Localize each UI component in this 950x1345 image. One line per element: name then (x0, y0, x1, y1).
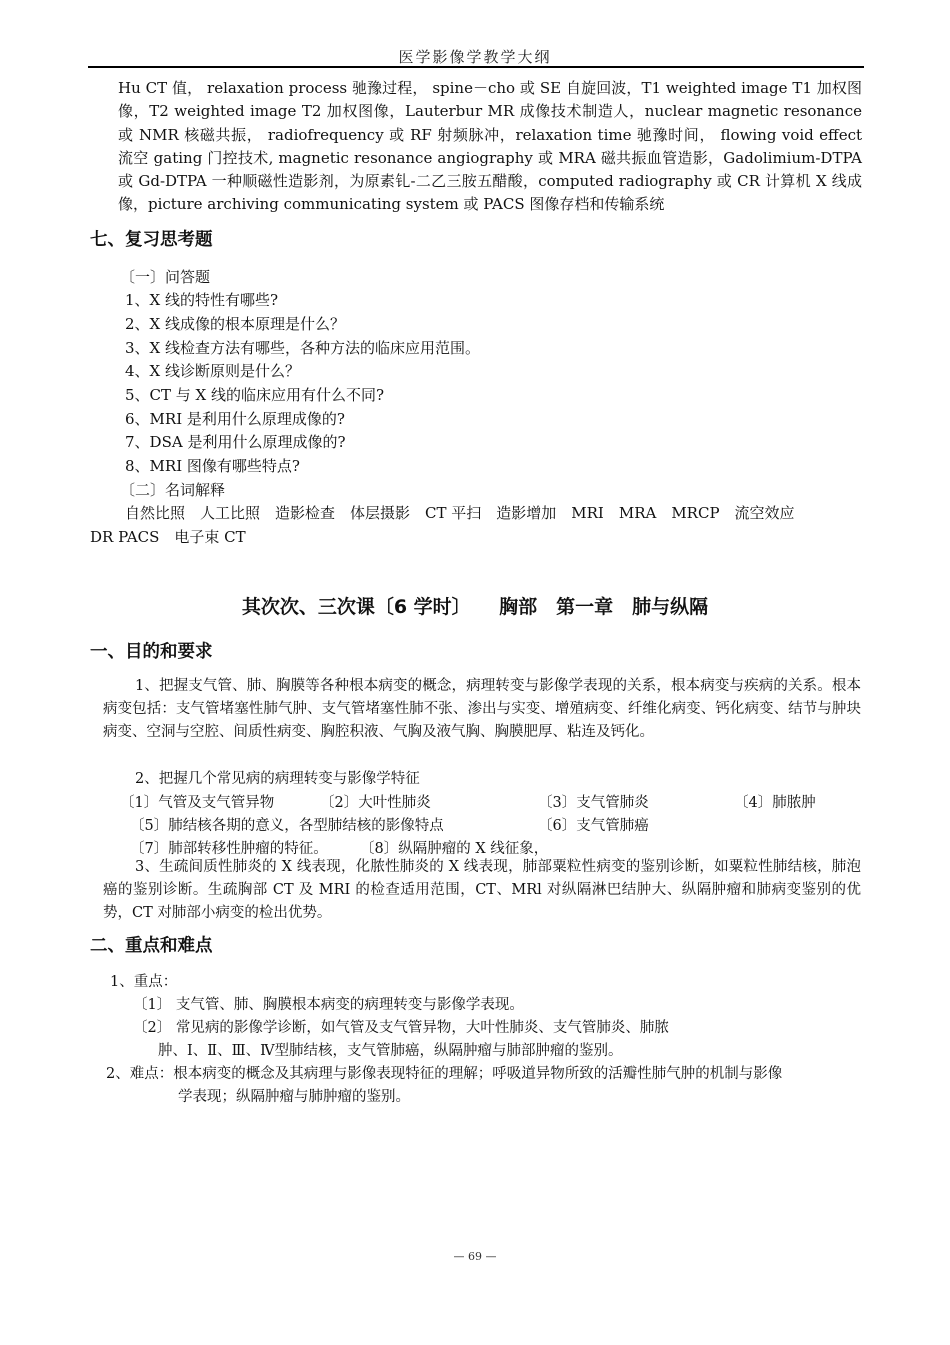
terms-line-1: 自然比照 人工比照 造影检查 体层摄影 CT 平扫 造影增加 MRI MRA MRCP 流空效应 (125, 504, 795, 522)
qa-heading: 〔一〕问答题 (120, 268, 211, 286)
disease-item: 〔8〕纵隔肿瘤的 X 线征象， (360, 841, 549, 857)
disease-item: 〔6〕支气管肺癌 (538, 818, 649, 834)
question-3: 3、X 线检查方法有哪些，各种方法的临床应用范围。 (125, 339, 480, 357)
question-4: 4、X 线诊断原则是什么？ (125, 362, 300, 380)
question-2: 2、X 线成像的根本原理是什么？ (125, 315, 345, 333)
section-heading-review: 七、复习思考题 (90, 230, 213, 250)
question-6: 6、MRI 是利用什么原理成像的? (125, 410, 345, 428)
focus-item-1: 〔1〕 支气管、肺、胸膜根本病变的病理转变与影像学表现。 (133, 997, 524, 1013)
question-5: 5、CT 与 X 线的临床应用有什么不同? (125, 386, 385, 404)
difficulty-item-cont: 学表现；纵隔肿瘤与肺肿瘤的鉴别。 (178, 1089, 410, 1105)
page-header: 医学影像学教学大纲 (398, 48, 552, 66)
goal-item-1: 1、把握支气管、肺、胸膜等各种根本病变的概念，病理转变与影像学表现的关系，根本病变与疾病的关系。根本病变包括：支气管堵塞性肺气肿、支气管堵塞性肺不张、渗出与实变、增殖病变、纤维化病变、钙化病变、结节与肿块病变、空洞与空腔、间质性病变、胸腔积液、气胸及液气胸、胸膜肥厚、粘连及钙化。 (103, 678, 861, 741)
terms-heading: 〔二〕名词解释 (120, 481, 226, 499)
focus-label: 1、重点： (110, 974, 178, 990)
disease-item: 〔3〕支气管肺炎 (538, 795, 649, 811)
focus-item-2: 〔2〕 常见病的影像学诊断，如气管及支气管异物，大叶性肺炎、支气管肺炎、肺脓 (133, 1020, 669, 1036)
question-7: 7、DSA 是利用什么原理成像的? (125, 433, 346, 451)
disease-item: 〔7〕肺部转移性肿瘤的特征。 (130, 841, 328, 857)
disease-item: 〔4〕肺脓肿 (734, 795, 816, 811)
disease-item: 〔2〕大叶性肺炎 (320, 795, 431, 811)
chapter-title: 其次次、三次课〔6 学时〕 胸部 第一章 肺与纵隔 (241, 596, 709, 618)
page-number: — 69 — (453, 1250, 497, 1263)
goal-item-2: 2、把握几个常见病的病理转变与影像学特征 (135, 771, 420, 787)
difficulty-item: 2、难点：根本病变的概念及其病理与影像表现特征的理解；呼吸道异物所致的活瓣性肺气肿的机制与影像 (106, 1066, 783, 1082)
section-heading-goals: 一、目的和要求 (90, 642, 213, 662)
disease-item: 〔5〕肺结核各期的意义，各型肺结核的影像特点 (130, 818, 444, 834)
section-heading-keypoints: 二、重点和难点 (90, 936, 213, 956)
question-1: 1、X 线的特性有哪些? (125, 291, 279, 309)
goal-item-3: 3、生疏间质性肺炎的 X 线表现，化脓性肺炎的 X 线表现，肺部粟粒性病变的鉴别诊断，如粟粒性肺结核，肺泡癌的鉴别诊断。生疏胸部 CT 及 MRI 的检查适用范围，CT、MRl 对纵隔淋巴结肿大、纵隔肿瘤和肺病变鉴别的优势，CT 对肺部小病变的检出优势。 (103, 859, 861, 922)
glossary-paragraph: Hu CT 值， relaxation process 驰豫过程， spine－cho 或 SE 自旋回波，T1 weighted image T1 加权图像，T2 weighted image T2 加权图像，Lauterbur MR 成像技术制造人，nuclear magnetic resonance 或 NMR 核磁共振， radiofrequency 或 RF 射频脉冲，relaxation time 驰豫时间， flowing void effect 流空 gating 门控技术, magnetic resonance angiography 或 MRA 磁共振血管造影，Gadolimium-DTPA 或 Gd-DTPA 一种顺磁性造影剂，为原素钆-二乙三胺五醋酸，computed radiography 或 CR 计算机 X 线成像，picture archiving communicating system 或 PACS 图像存档和传输系统 (118, 79, 862, 214)
terms-line-2: DR PACS 电子束 CT (90, 528, 246, 546)
question-8: 8、MRI 图像有哪些特点? (125, 457, 300, 475)
disease-item: 〔1〕气管及支气管异物 (120, 795, 275, 811)
focus-item-2-cont: 肿、Ⅰ、Ⅱ、Ⅲ、Ⅳ型肺结核，支气管肺癌，纵隔肿瘤与肺部肿瘤的鉴别。 (158, 1043, 623, 1059)
header-rule (88, 66, 864, 68)
